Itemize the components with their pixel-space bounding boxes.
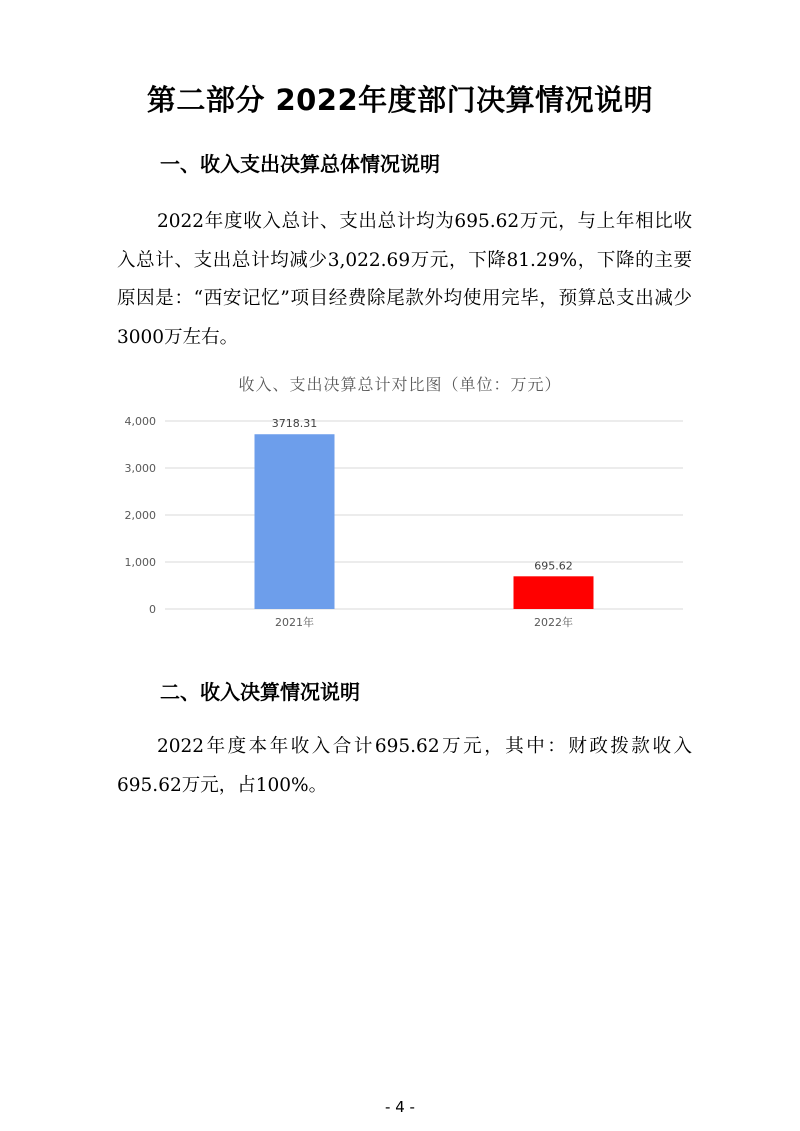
y-tick-label: 2,000 <box>124 509 156 522</box>
x-tick-label: 2021年 <box>275 616 314 629</box>
page-number: - 4 - <box>385 1098 415 1116</box>
y-tick-label: 0 <box>149 603 156 616</box>
data-label: 695.62 <box>534 559 573 573</box>
data-label: 3718.31 <box>271 417 318 431</box>
overview-paragraph-text: 2022年度收入总计、支出总计均为695.62万元，与上年相比收入总计、支出总计均减少3,022.69万元，下降81.29%，下降的主要原因是：“西安记忆”项目经费除尾款外均使用完毕，预算总支出减少3000万左右。 <box>117 211 692 348</box>
y-tick-label: 4,000 <box>124 415 156 428</box>
section-heading-income: 二、收入决算情况说明 <box>160 680 360 704</box>
y-tick-label: 1,000 <box>124 556 156 569</box>
page-title: 第二部分 2022年度部门决算情况说明 <box>146 83 654 117</box>
chart-title: 收入、支出决算总计对比图（单位：万元） <box>238 375 562 394</box>
y-tick-label: 3,000 <box>124 462 156 475</box>
overview-paragraph <box>117 203 692 357</box>
income-paragraph <box>117 728 692 805</box>
comparison-bar-chart <box>0 400 800 640</box>
income-paragraph-text: 2022年度本年收入合计695.62万元，其中：财政拨款收入695.62万元，占100%。 <box>117 736 692 796</box>
section-heading-overview: 一、收入支出决算总体情况说明 <box>160 152 440 176</box>
bar-2021年 <box>255 434 335 609</box>
x-tick-label: 2022年 <box>534 616 573 629</box>
bar-2022年 <box>514 576 594 609</box>
